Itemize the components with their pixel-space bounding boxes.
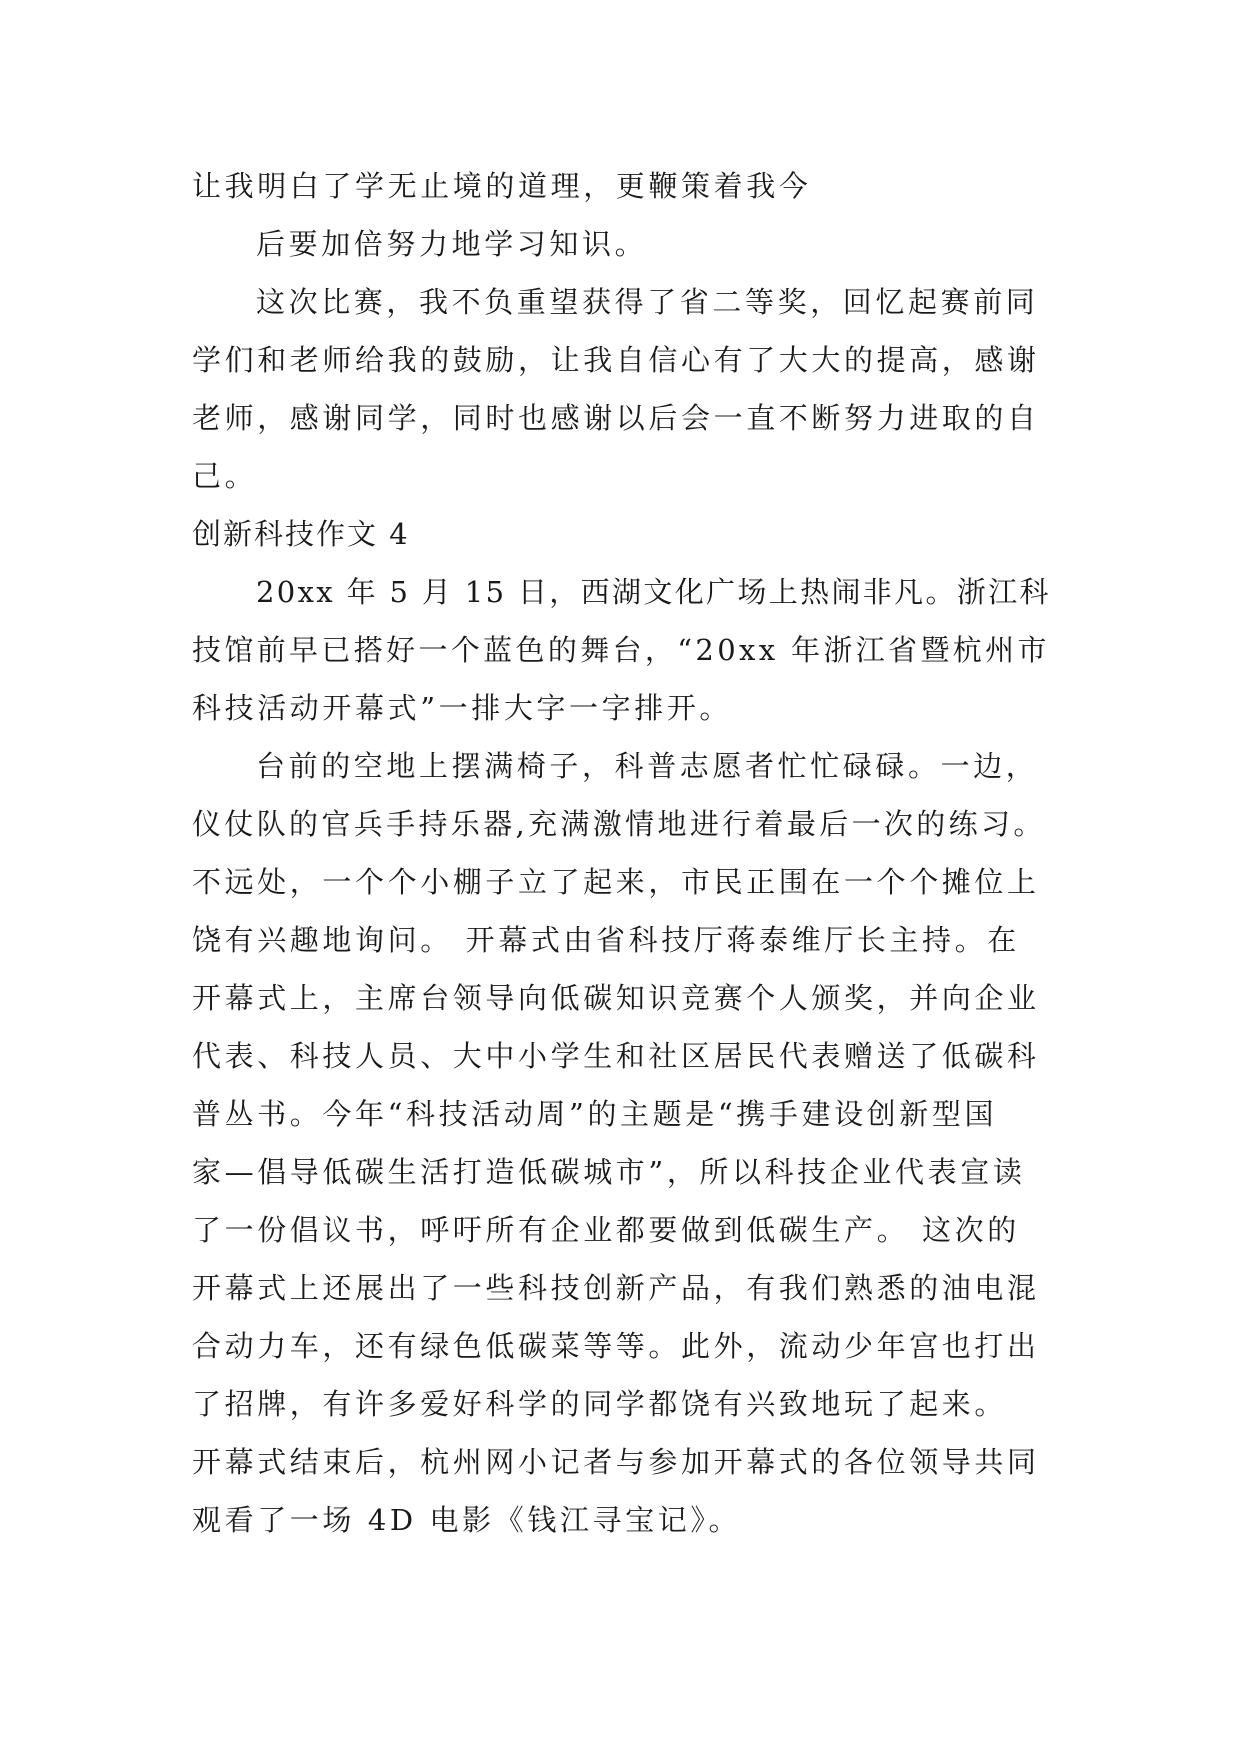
text-line-11: 台前的空地上摆满椅子，科普志愿者忙忙碌碌。一边， xyxy=(256,749,1039,783)
text-line-3: 这次比赛，我不负重望获得了省二等奖，回忆起赛前同 xyxy=(256,285,1039,319)
text-line-8: 20xx 年 5 月 15 日，西湖文化广场上热闹非凡。浙江科 xyxy=(256,575,1051,609)
text-line-20: 开幕式上还展出了一些科技创新产品，有我们熟悉的油电混 xyxy=(192,1271,1040,1305)
text-line-23: 开幕式结束后，杭州网小记者与参加开幕式的各位领导共同 xyxy=(192,1445,1040,1479)
text-line-17: 普丛书。今年“科技活动周”的主题是“携手建设创新型国 xyxy=(192,1097,998,1131)
text-line-24: 观看了一场 4D 电影《钱江寻宝记》。 xyxy=(192,1503,742,1537)
text-line-10: 科技活动开幕式”一排大字一字排开。 xyxy=(192,691,733,725)
text-line-9: 技馆前早已搭好一个蓝色的舞台，“20xx 年浙江省暨杭州市 xyxy=(192,633,1050,667)
text-line-4: 学们和老师给我的鼓励，让我自信心有了大大的提高，感谢 xyxy=(192,343,1040,377)
text-line-16: 代表、科技人员、大中小学生和社区居民代表赠送了低碳科 xyxy=(192,1039,1040,1073)
text-line-5: 老师，感谢同学，同时也感谢以后会一直不断努力进取的自 xyxy=(192,401,1040,435)
text-line-15: 开幕式上，主席台领导向低碳知识竞赛个人颁奖，并向企业 xyxy=(192,981,1040,1015)
text-line-1: 让我明白了学无止境的道理，更鞭策着我今 xyxy=(192,169,812,203)
text-line-14: 饶有兴趣地询问。 开幕式由省科技厅蒋泰维厅长主持。在 xyxy=(192,923,1020,957)
text-line-21: 合动力车，还有绿色低碳菜等等。此外，流动少年宫也打出 xyxy=(192,1329,1040,1363)
text-line-12: 仪仗队的官兵手持乐器,充满激情地进行着最后一次的练习。 xyxy=(192,807,1046,841)
text-line-18: 家—倡导低碳生活打造低碳城市”，所以科技企业代表宣读 xyxy=(192,1155,1026,1189)
section-heading: 创新科技作文 4 xyxy=(192,517,410,551)
text-line-6: 己。 xyxy=(192,459,258,493)
text-line-22: 了招牌，有许多爱好科学的同学都饶有兴致地玩了起来。 xyxy=(192,1387,1008,1421)
text-line-19: 了一份倡议书，呼吁所有企业都要做到低碳生产。 这次的 xyxy=(192,1213,1020,1247)
text-line-2: 后要加倍努力地学习知识。 xyxy=(256,227,648,261)
text-line-13: 不远处，一个个小棚子立了起来，市民正围在一个个摊位上 xyxy=(192,865,1040,899)
